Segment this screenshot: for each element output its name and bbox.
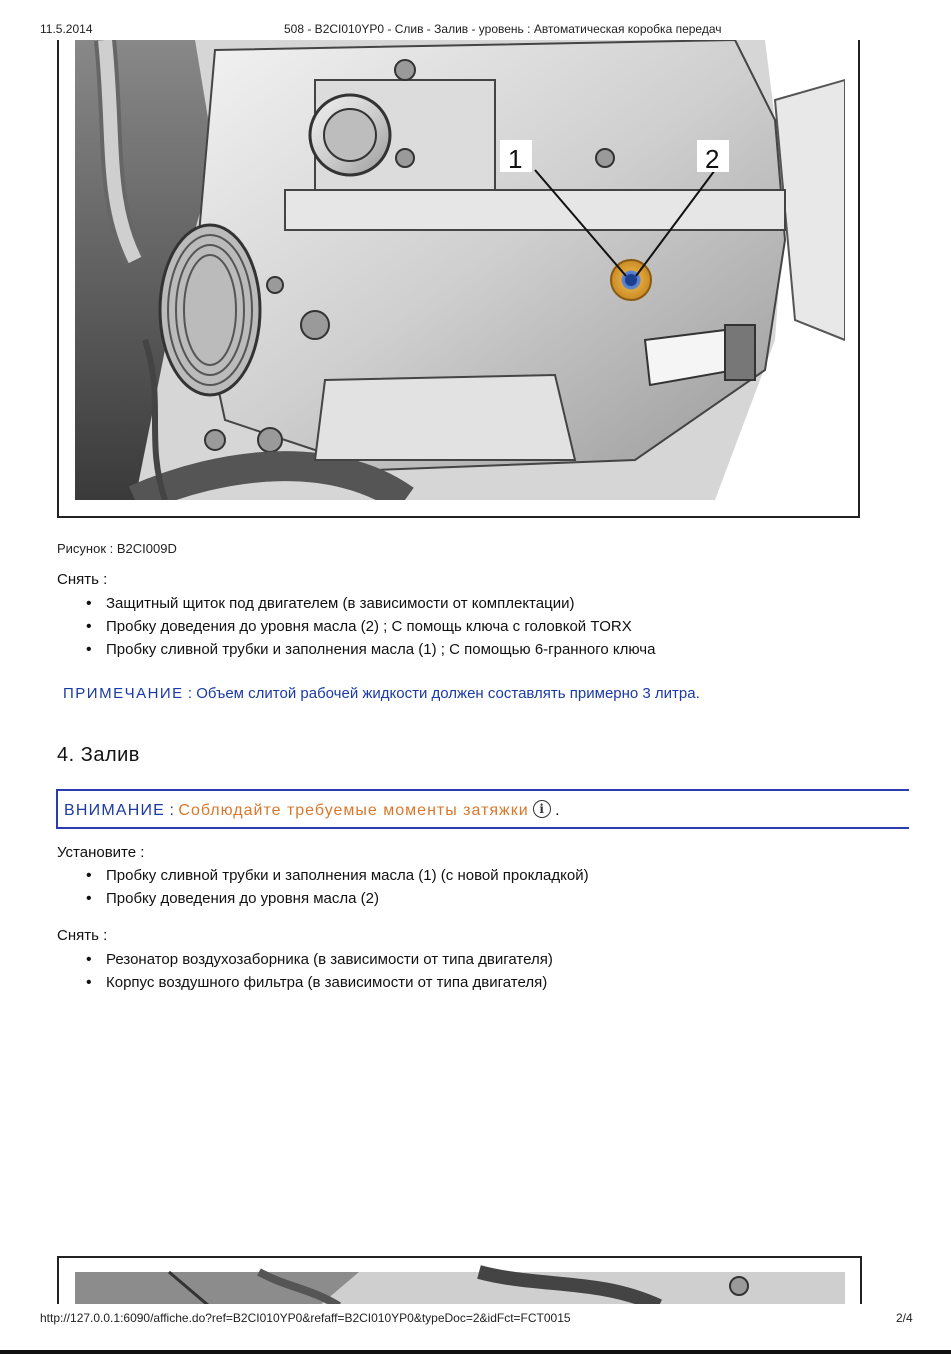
remove-label-2: Снять : <box>57 927 108 944</box>
warning-separator: : <box>165 802 179 819</box>
list-item: • Пробку доведения до уровня масла (2) ; С помощь ключа с головкой TORX <box>82 615 655 638</box>
engine-drawing-2 <box>59 1258 860 1304</box>
note-body: : Объем слитой рабочей жидкости должен составлять примерно 3 литра. <box>183 685 700 702</box>
warning-box <box>56 789 909 829</box>
callout-1-label: 1 <box>508 144 523 174</box>
warning-keyword: ВНИМАНИЕ <box>64 802 166 819</box>
list-item: • Пробку сливной трубки и заполнения масла (1) (с новой прокладкой) <box>82 864 589 887</box>
note-text <box>63 685 700 702</box>
install-label: Установите : <box>57 844 145 861</box>
print-date: 11.5.2014 <box>40 22 93 36</box>
engine-figure <box>57 40 860 518</box>
callout-2-label: 2 <box>705 144 720 174</box>
figure-caption: Рисунок : B2CI009D <box>57 541 177 556</box>
list-item: • Пробку сливной трубки и заполнения масла (1) ; С помощью 6-гранного ключа <box>82 638 655 661</box>
remove-label: Снять : <box>57 571 108 588</box>
info-icon[interactable]: i <box>533 800 551 818</box>
page-number: 2/4 <box>896 1311 913 1325</box>
remove-list <box>82 592 655 661</box>
install-list <box>82 864 589 910</box>
section-title: 4. Залив <box>57 744 140 766</box>
list-item: • Защитный щиток под двигателем (в зависимости от комплектации) <box>82 592 655 615</box>
warning-end: . <box>550 802 560 819</box>
engine-drawing <box>75 40 845 500</box>
footer-url: http://127.0.0.1:6090/affiche.do?ref=B2CI010YP0&refaff=B2CI010YP0&typeDoc=2&idFct=FCT0015 <box>40 1311 571 1325</box>
list-item: • Резонатор воздухозаборника (в зависимости от типа двигателя) <box>82 948 553 971</box>
note-keyword: ПРИМЕЧАНИЕ <box>63 685 184 702</box>
bottom-divider <box>0 1350 951 1354</box>
print-title: 508 - B2CI010YP0 - Слив - Залив - уровень : Автоматическая коробка передач <box>284 22 722 36</box>
list-item: • Пробку доведения до уровня масла (2) <box>82 887 589 910</box>
list-item: • Корпус воздушного фильтра (в зависимости от типа двигателя) <box>82 971 553 994</box>
engine-figure-2 <box>57 1256 862 1304</box>
warning-message: Соблюдайте требуемые моменты затяжки <box>178 802 529 819</box>
remove-list-2 <box>82 948 553 994</box>
